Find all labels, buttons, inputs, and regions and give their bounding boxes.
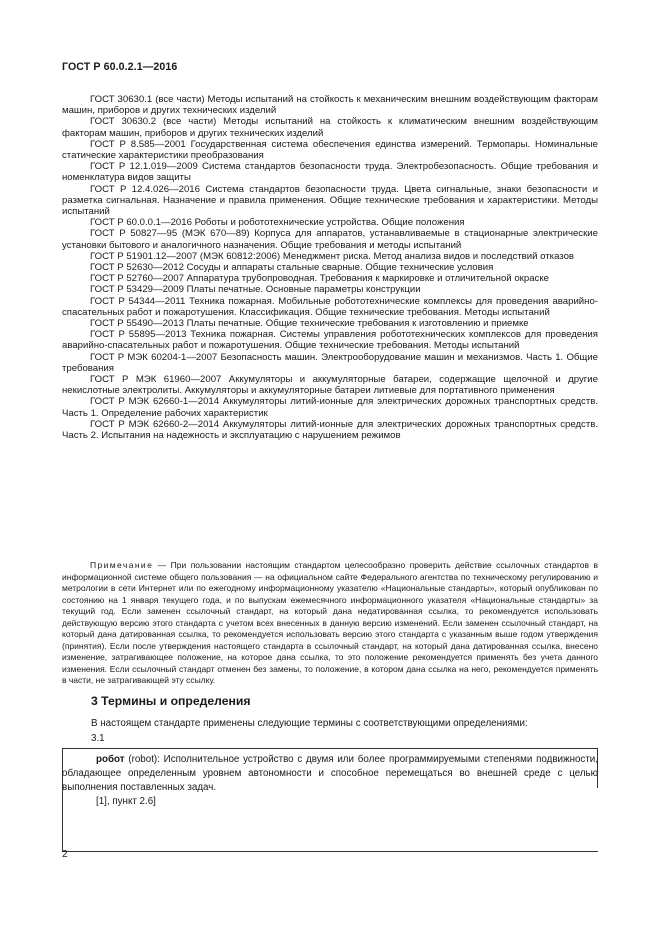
page-number: 2 [62,849,68,860]
section-intro: В настоящем стандарте применены следующие термины с соответствующими определениями: [91,718,528,729]
reference-item: ГОСТ 30630.2 (все части) Методы испытаний на стойкость к климатическим внешним воздействующим факторам машин, приборов и других технических изделий [62,116,598,139]
document-designation: ГОСТ Р 60.0.2.1—2016 [62,61,178,73]
term-source: [1], пункт 2.6] [96,796,156,807]
term-number: 3.1 [91,733,105,744]
note-block [62,560,598,687]
reference-item: ГОСТ Р МЭК 61960—2007 Аккумуляторы и аккумуляторные батареи, содержащие щелочной и другие некислотные электролиты. Аккумуляторы и аккумуляторные батареи литиевые для портативного применения [62,374,598,397]
reference-item: ГОСТ Р МЭК 62660-2—2014 Аккумуляторы литий-ионные для электрических дорожных транспортных средств. Часть 2. Испытания на надежность и эксплуатацию с нарушением режимов [62,418,598,442]
reference-item: ГОСТ Р МЭК 62660-1—2014 Аккумуляторы литий-ионные для электрических дорожных транспортных средств. Часть 1. Определение рабочих характеристик [62,396,598,419]
normative-references-list [62,94,598,441]
term-english: (robot) [124,754,158,765]
reference-item: ГОСТ Р 12.1.019—2009 Система стандартов безопасности труда. Электробезопасность. Общие требования и номенклатура видов защиты [62,161,598,184]
reference-item: ГОСТ 30630.1 (все части) Методы испытаний на стойкость к механическим внешним воздействующим факторам машин, приборов и других технических изделий [62,94,598,117]
reference-item: ГОСТ Р 55490—2013 Платы печатные. Общие технические требования к изготовлению и приемке [90,318,529,330]
reference-item: ГОСТ Р 52760—2007 Аппаратура трубопроводная. Требования к маркировке и отличительной окраске [90,273,549,285]
term-definition-paragraph [62,753,598,795]
note-dash: — [153,560,171,570]
reference-item: ГОСТ Р 60.0.0.1—2016 Роботы и робототехнические устройства. Общие положения [90,217,465,229]
reference-item: ГОСТ Р 50827—95 (МЭК 670—89) Корпуса для аппаратов, устанавливаемые в стационарные электрические установки бытового и аналогичного назначения. Общие требования и методы испытаний [62,228,598,251]
note-paragraph [62,560,598,687]
note-text: При пользовании настоящим стандартом целесообразно проверить действие ссылочных стандартов в информационной системе общего пользования — на официальном сайте Федерального агентства по техническому регулированию и метрологии в сети Интернет или по ежегодному информационному указателю «Национальные стандарты», который опубликован по состоянию на 1 января текущего года, и по выпускам ежемесячного информационного указателя «Национальные стандарты» за текущий год. Если заменен ссылочный стандарт, на который дана недатированная ссылка, то рекомендуется использовать действующую версию этого стандарта с учетом всех внесенных в данную версию изменений. Если заменен ссылочный стандарт, на который дана датированная ссылка, то рекомендуется использовать версию этого стандарта с указанным выше годом утверждения (принятия). Если после утверждения настоящего стандарта в ссылочный стандарт, на который дана датированная ссылка, внесено изменение, затрагивающее положение, на которое дана ссылка, то это положение рекомендуется применять без учета данного изменения. Если ссылочный стандарт отменен без замены, то положение, в котором дана ссылка на него, рекомендуется применять в части, не затрагивающей эту ссылку. [62,560,598,685]
term-frame-top-line [62,748,598,749]
term-word: робот [96,754,125,765]
reference-item: ГОСТ Р 52630—2012 Сосуды и аппараты стальные сварные. Общие технические условия [90,262,494,274]
reference-item: ГОСТ Р МЭК 60204-1—2007 Безопасность машин. Электрооборудование машин и механизмов. Часть 1. Общие требования [62,351,598,374]
reference-item: ГОСТ Р 55895—2013 Техника пожарная. Системы управления робототехнических комплексов для проведения аварийно-спасательных работ и пожаротушения. Общие технические требования. Методы испытаний [62,329,598,352]
term-definition: : Исполнительное устройство с двумя или более программируемыми степенями подвижности, обладающее определенным уровнем автономности и способное перемещаться во внешней среде с целью выполнения поставленных задач. [62,754,599,793]
reference-item: ГОСТ Р 51901.12—2007 (МЭК 60812:2006) Менеджмент риска. Метод анализа видов и последствий отказов [90,250,575,262]
reference-item: ГОСТ Р 8.585—2001 Государственная система обеспечения единства измерений. Термопары. Номинальные статические характеристики преобразования [62,138,598,162]
reference-item: ГОСТ Р 54344—2011 Техника пожарная. Мобильные робототехнические комплексы для проведения аварийно-спасательных работ и пожаротушения. Классификация. Общие технические требования. Методы испытаний [62,295,598,318]
term-entry [62,753,598,809]
section-heading: 3 Термины и определения [91,694,251,708]
reference-item: ГОСТ Р 53429—2009 Платы печатные. Основные параметры конструкции [90,284,421,296]
note-label: Примечание [90,560,154,570]
term-frame-bottom-line [62,851,598,852]
reference-item: ГОСТ Р 12.4.026—2016 Система стандартов безопасности труда. Цвета сигнальные, знаки безопасности и разметка сигнальная. Назначение и правила применения. Общие технические требования и характеристики. Методы испытаний [62,183,598,218]
